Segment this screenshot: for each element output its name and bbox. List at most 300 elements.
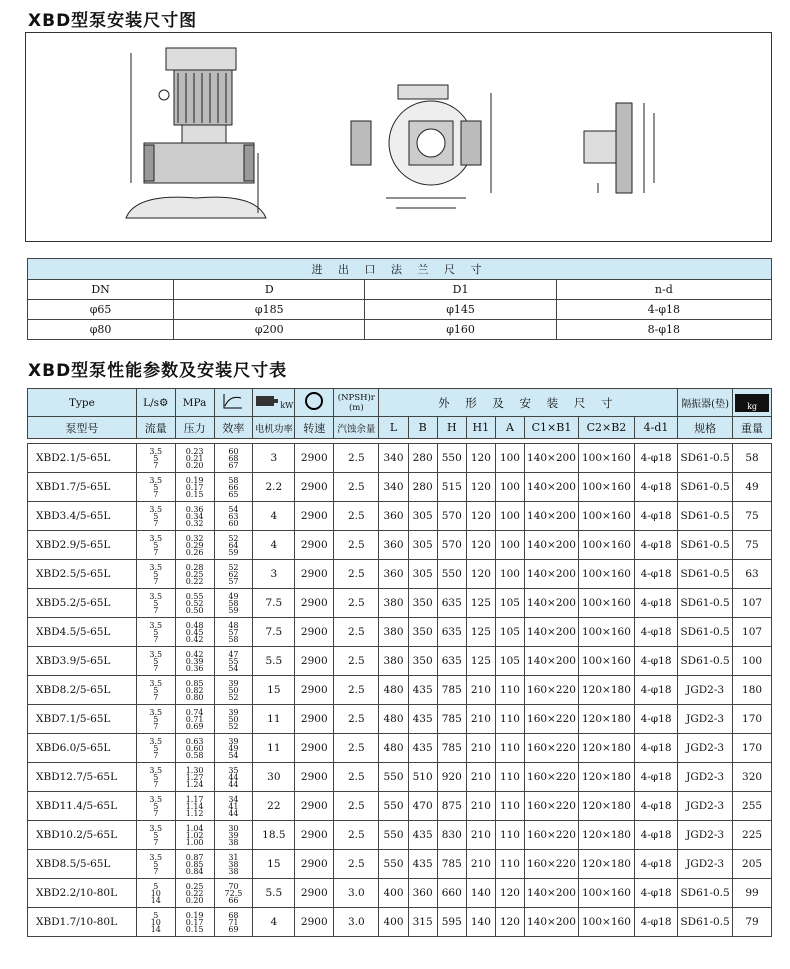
cell-wt: 75	[733, 502, 772, 531]
cell-H1: 210	[466, 850, 495, 879]
cell-c2: 100×160	[578, 531, 634, 560]
cell-flow	[136, 734, 175, 763]
cell-c1: 140×200	[525, 589, 579, 618]
cell-wt: 170	[733, 734, 772, 763]
cell-A: 110	[495, 734, 524, 763]
cell-ef	[214, 705, 253, 734]
cell-pr-value: 0.48	[185, 620, 204, 630]
cell-ef-value: 50	[228, 714, 239, 724]
cell-L: 480	[379, 705, 408, 734]
cell-H1: 210	[466, 792, 495, 821]
cell-rpm: 2900	[295, 792, 334, 821]
cell-flow-value: 7	[153, 837, 159, 847]
npsh-header: (NPSH)r (m)	[334, 389, 379, 417]
cell-L: 480	[379, 734, 408, 763]
cell-flow-value: 7	[153, 460, 159, 470]
cell-H1: 140	[466, 908, 495, 937]
performance-title: XBD型泵性能参数及安装尺寸表	[28, 361, 288, 381]
cell-ef-value: 68	[228, 453, 239, 463]
cell-A: 110	[495, 763, 524, 792]
cell-flow-value: 7	[153, 663, 159, 673]
cell-npsh: 2.5	[334, 444, 379, 473]
cell-ef-value: 47	[228, 649, 239, 659]
flange-header-nd: n-d	[556, 280, 771, 300]
cell-H: 785	[437, 850, 466, 879]
cell-iso: SD61-0.5	[678, 444, 733, 473]
table-row	[28, 647, 772, 676]
cell-iso: JGD2-3	[678, 705, 733, 734]
cell-pr	[175, 734, 214, 763]
cell-pr	[175, 502, 214, 531]
cell-rpm: 2900	[295, 589, 334, 618]
cell-pr-value: 0.74	[185, 707, 204, 717]
cell-ef	[214, 792, 253, 821]
cell-ef-value: 69	[228, 924, 239, 934]
cell-pr-value: 1.12	[185, 808, 204, 818]
flange-cell: φ200	[174, 320, 365, 340]
cell-H1: 140	[466, 879, 495, 908]
cell-flow	[136, 676, 175, 705]
cell-L: 380	[379, 589, 408, 618]
cell-ef-value: 49	[228, 743, 239, 753]
cell-H: 660	[437, 879, 466, 908]
cell-ef-value: 58	[228, 634, 239, 644]
cell-kw: 11	[253, 705, 295, 734]
cell-flow-value: 7	[153, 779, 159, 789]
cell-flow-value: 5	[153, 627, 159, 637]
cell-npsh: 2.5	[334, 734, 379, 763]
cell-c2: 120×180	[578, 763, 634, 792]
cell-kw: 3	[253, 444, 295, 473]
cell-d1: 4-φ18	[634, 705, 677, 734]
flange-cell: 8-φ18	[556, 320, 771, 340]
cell-c1: 140×200	[525, 560, 579, 589]
cell-H1: 125	[466, 618, 495, 647]
cell-npsh: 2.5	[334, 705, 379, 734]
cell-wt: 225	[733, 821, 772, 850]
cell-kw: 4	[253, 502, 295, 531]
cell-flow-value: 5	[153, 685, 159, 695]
cell-iso: SD61-0.5	[678, 531, 733, 560]
cell-flow-value: 3.5	[149, 823, 163, 833]
cell-flow-value: 7	[153, 518, 159, 528]
cell-pr	[175, 821, 214, 850]
cell-model: XBD1.7/5-65L	[28, 473, 137, 502]
cell-npsh: 2.5	[334, 850, 379, 879]
col-h: H	[437, 417, 466, 439]
cell-flow	[136, 560, 175, 589]
cell-H: 635	[437, 589, 466, 618]
cell-ef-value: 39	[228, 830, 239, 840]
cell-model: XBD1.7/10-80L	[28, 908, 137, 937]
cell-ef-value: 72.5	[224, 888, 243, 898]
cell-pr	[175, 705, 214, 734]
cell-flow-value: 7	[153, 692, 159, 702]
cell-rpm: 2900	[295, 618, 334, 647]
cell-d1: 4-φ18	[634, 444, 677, 473]
cell-pr-value: 0.69	[185, 721, 204, 731]
cell-wt: 205	[733, 850, 772, 879]
cell-A: 120	[495, 908, 524, 937]
cell-H1: 125	[466, 647, 495, 676]
cell-B: 305	[408, 531, 437, 560]
col-a: A	[495, 417, 524, 439]
cell-wt: 170	[733, 705, 772, 734]
cell-L: 360	[379, 560, 408, 589]
col-power: 电机功率	[253, 417, 295, 439]
cell-ef-value: 59	[228, 547, 239, 557]
cell-flow-value: 3.5	[149, 678, 163, 688]
motor-icon	[254, 394, 280, 408]
cell-pr-value: 0.34	[185, 511, 204, 521]
cell-H: 635	[437, 618, 466, 647]
cell-B: 280	[408, 473, 437, 502]
cell-model: XBD5.2/5-65L	[28, 589, 137, 618]
cell-flow	[136, 502, 175, 531]
cell-d1: 4-φ18	[634, 792, 677, 821]
cell-ef-value: 39	[228, 678, 239, 688]
table-row	[28, 792, 772, 821]
cell-npsh: 2.5	[334, 589, 379, 618]
flange-header-d1: D1	[365, 280, 556, 300]
cell-rpm: 2900	[295, 502, 334, 531]
cell-flow	[136, 792, 175, 821]
cell-L: 550	[379, 792, 408, 821]
cell-flow-value: 3.5	[149, 765, 163, 775]
cell-B: 435	[408, 676, 437, 705]
cell-d1: 4-φ18	[634, 676, 677, 705]
cell-A: 105	[495, 618, 524, 647]
cell-pr-value: 0.63	[185, 736, 204, 746]
cell-pr	[175, 618, 214, 647]
cell-c2: 100×160	[578, 589, 634, 618]
cell-ef-value: 31	[228, 852, 239, 862]
cell-iso: JGD2-3	[678, 850, 733, 879]
cell-ef-value: 44	[228, 772, 239, 782]
cell-ef	[214, 763, 253, 792]
cell-d1: 4-φ18	[634, 821, 677, 850]
cell-wt: 100	[733, 647, 772, 676]
cell-model: XBD10.2/5-65L	[28, 821, 137, 850]
cell-c1: 140×200	[525, 879, 579, 908]
cell-iso: JGD2-3	[678, 763, 733, 792]
install-dimensions-header: 外 形 及 安 装 尺 寸	[379, 389, 678, 417]
cell-model: XBD7.1/5-65L	[28, 705, 137, 734]
flange-table	[27, 258, 772, 340]
cell-B: 305	[408, 560, 437, 589]
cell-c2: 120×180	[578, 705, 634, 734]
cell-iso: JGD2-3	[678, 676, 733, 705]
cell-pr-value: 0.82	[185, 685, 204, 695]
cell-d1: 4-φ18	[634, 473, 677, 502]
cell-pr-value: 0.17	[185, 917, 204, 927]
cell-ef-value: 44	[228, 779, 239, 789]
cell-c2: 100×160	[578, 647, 634, 676]
cell-flow-value: 3.5	[149, 649, 163, 659]
cell-pr-value: 0.19	[185, 910, 204, 920]
cell-ef-value: 64	[228, 540, 239, 550]
cell-c2: 100×160	[578, 618, 634, 647]
cell-wt: 320	[733, 763, 772, 792]
cell-model: XBD2.1/5-65L	[28, 444, 137, 473]
flange-header-dn: DN	[28, 280, 174, 300]
cell-H: 785	[437, 676, 466, 705]
cell-wt: 49	[733, 473, 772, 502]
cell-d1: 4-φ18	[634, 850, 677, 879]
cell-rpm: 2900	[295, 908, 334, 937]
cell-iso: SD61-0.5	[678, 647, 733, 676]
cell-flow-value: 10	[150, 917, 161, 927]
cell-npsh: 2.5	[334, 473, 379, 502]
cell-ef-value: 44	[228, 808, 239, 818]
cell-flow-value: 5	[153, 569, 159, 579]
cell-flow-value: 5	[153, 540, 159, 550]
efficiency-icon	[214, 389, 253, 417]
cell-iso: JGD2-3	[678, 734, 733, 763]
cell-B: 435	[408, 850, 437, 879]
cell-ef	[214, 821, 253, 850]
cell-H1: 120	[466, 444, 495, 473]
cell-d1: 4-φ18	[634, 879, 677, 908]
cell-flow-value: 3.5	[149, 533, 163, 543]
isolator-header: 隔振器(垫)	[678, 389, 733, 417]
cell-kw: 22	[253, 792, 295, 821]
cell-pr-value: 0.42	[185, 649, 204, 659]
cell-flow-value: 5	[153, 910, 159, 920]
cell-kw: 7.5	[253, 589, 295, 618]
cell-pr-value: 0.71	[185, 714, 204, 724]
cell-rpm: 2900	[295, 705, 334, 734]
installation-drawing	[25, 32, 772, 242]
cell-npsh: 2.5	[334, 763, 379, 792]
cell-model: XBD2.5/5-65L	[28, 560, 137, 589]
cell-c1: 160×220	[525, 763, 579, 792]
cell-ef-value: 58	[228, 598, 239, 608]
cell-pr-value: 0.85	[185, 859, 204, 869]
cell-flow	[136, 821, 175, 850]
cell-flow-value: 5	[153, 453, 159, 463]
cell-L: 400	[379, 879, 408, 908]
cell-ef-value: 55	[228, 656, 239, 666]
cell-flow-value: 5	[153, 772, 159, 782]
cell-pr-value: 1.30	[185, 765, 204, 775]
cell-A: 100	[495, 473, 524, 502]
flow-unit: L/s	[143, 396, 160, 409]
cell-A: 110	[495, 676, 524, 705]
cell-A: 100	[495, 560, 524, 589]
cell-model: XBD12.7/5-65L	[28, 763, 137, 792]
pump-front-view	[126, 48, 266, 218]
cell-pr-value: 0.55	[185, 591, 204, 601]
cell-flow-value: 3.5	[149, 736, 163, 746]
cell-L: 480	[379, 676, 408, 705]
cell-B: 280	[408, 444, 437, 473]
cell-pr	[175, 444, 214, 473]
col-h1: H1	[466, 417, 495, 439]
cell-pr-value: 0.52	[185, 598, 204, 608]
cell-H1: 125	[466, 589, 495, 618]
cell-flow-value: 3.5	[149, 794, 163, 804]
cell-B: 470	[408, 792, 437, 821]
cell-flow-value: 7	[153, 576, 159, 586]
cell-wt: 180	[733, 676, 772, 705]
cell-H1: 210	[466, 676, 495, 705]
cell-flow-value: 7	[153, 866, 159, 876]
cell-H: 785	[437, 705, 466, 734]
flow-unit-header	[136, 389, 175, 417]
cell-flow-value: 5	[153, 598, 159, 608]
table-row	[28, 850, 772, 879]
cell-kw: 5.5	[253, 879, 295, 908]
col-b: B	[408, 417, 437, 439]
cell-kw: 2.2	[253, 473, 295, 502]
cell-pr-value: 0.20	[185, 895, 204, 905]
cell-pr-value: 0.36	[185, 504, 204, 514]
cell-iso: SD61-0.5	[678, 589, 733, 618]
cell-flow	[136, 618, 175, 647]
cell-kw: 11	[253, 734, 295, 763]
table-row	[28, 502, 772, 531]
page-title: XBD型泵安装尺寸图	[28, 11, 198, 31]
motor-icon-header	[253, 389, 295, 417]
col-c2b2: C2×B2	[578, 417, 634, 439]
flange-caption: 进 出 口 法 兰 尺 寸	[28, 259, 772, 280]
cell-B: 510	[408, 763, 437, 792]
cell-model: XBD8.2/5-65L	[28, 676, 137, 705]
cell-pr-value: 1.00	[185, 837, 204, 847]
col-flow: 流量	[136, 417, 175, 439]
cell-B: 305	[408, 502, 437, 531]
cell-ef-value: 67	[228, 460, 239, 470]
cell-c2: 100×160	[578, 444, 634, 473]
table-row	[28, 908, 772, 937]
cell-pr-value: 0.23	[185, 446, 204, 456]
cell-ef	[214, 647, 253, 676]
cell-flow-value: 5	[153, 714, 159, 724]
cell-pr-value: 0.32	[185, 518, 204, 528]
col-4d1: 4-d1	[634, 417, 677, 439]
cell-flow-value: 5	[153, 859, 159, 869]
cell-c1: 140×200	[525, 531, 579, 560]
cell-H: 920	[437, 763, 466, 792]
cell-flow-value: 5	[153, 511, 159, 521]
cell-ef-value: 62	[228, 569, 239, 579]
cell-ef-value: 41	[228, 801, 239, 811]
cell-flow-value: 7	[153, 489, 159, 499]
cell-ef-value: 39	[228, 736, 239, 746]
cell-npsh: 3.0	[334, 879, 379, 908]
cell-rpm: 2900	[295, 763, 334, 792]
cell-c2: 120×180	[578, 676, 634, 705]
table-row	[28, 618, 772, 647]
cell-H: 595	[437, 908, 466, 937]
cell-model: XBD2.9/5-65L	[28, 531, 137, 560]
cell-flow	[136, 850, 175, 879]
cell-ef-value: 71	[228, 917, 239, 927]
cell-c1: 140×200	[525, 502, 579, 531]
cell-c1: 140×200	[525, 908, 579, 937]
cell-ef-value: 48	[228, 620, 239, 630]
pump-drawings	[26, 33, 771, 241]
cell-ef-value: 34	[228, 794, 239, 804]
cell-c2: 100×160	[578, 560, 634, 589]
cell-ef	[214, 850, 253, 879]
cell-pr-value: 0.25	[185, 569, 204, 579]
cell-rpm: 2900	[295, 531, 334, 560]
cell-flow-value: 5	[153, 801, 159, 811]
cell-flow-value: 7	[153, 750, 159, 760]
cell-pr-value: 1.27	[185, 772, 204, 782]
cell-flow	[136, 589, 175, 618]
cell-model: XBD2.2/10-80L	[28, 879, 137, 908]
col-npsh: 汽蚀余量	[334, 417, 379, 439]
cell-flow-value: 3.5	[149, 591, 163, 601]
flange-cell: φ65	[28, 300, 174, 320]
cell-rpm: 2900	[295, 734, 334, 763]
cell-npsh: 2.5	[334, 560, 379, 589]
col-l: L	[379, 417, 408, 439]
cell-iso: JGD2-3	[678, 821, 733, 850]
cell-H1: 210	[466, 763, 495, 792]
cell-c1: 140×200	[525, 618, 579, 647]
cell-pr	[175, 676, 214, 705]
cell-pr	[175, 879, 214, 908]
cell-flow	[136, 763, 175, 792]
flange-cell: φ80	[28, 320, 174, 340]
cell-wt: 79	[733, 908, 772, 937]
cell-B: 435	[408, 705, 437, 734]
cell-B: 435	[408, 734, 437, 763]
cell-L: 550	[379, 763, 408, 792]
cell-ef-value: 35	[228, 765, 239, 775]
cell-pr-value: 0.39	[185, 656, 204, 666]
cell-H1: 120	[466, 531, 495, 560]
cell-H1: 210	[466, 734, 495, 763]
cell-npsh: 2.5	[334, 676, 379, 705]
cell-flow-value: 7	[153, 634, 159, 644]
cell-c2: 120×180	[578, 734, 634, 763]
cell-pr-value: 0.42	[185, 634, 204, 644]
cell-model: XBD3.9/5-65L	[28, 647, 137, 676]
cell-c1: 140×200	[525, 444, 579, 473]
cell-H: 785	[437, 734, 466, 763]
cell-pr-value: 0.85	[185, 678, 204, 688]
cell-pr-value: 0.20	[185, 460, 204, 470]
cell-pr-value: 0.26	[185, 547, 204, 557]
cell-pr	[175, 647, 214, 676]
cell-pr-value: 1.14	[185, 801, 204, 811]
cell-flow-value: 5	[153, 830, 159, 840]
cell-A: 105	[495, 647, 524, 676]
cell-H: 635	[437, 647, 466, 676]
cell-c1: 160×220	[525, 734, 579, 763]
cell-A: 110	[495, 792, 524, 821]
cell-model: XBD6.0/5-65L	[28, 734, 137, 763]
cell-d1: 4-φ18	[634, 502, 677, 531]
cell-ef	[214, 908, 253, 937]
cell-ef-value: 54	[228, 504, 239, 514]
cell-flow-value: 10	[150, 888, 161, 898]
cell-flow-value: 5	[153, 881, 159, 891]
cell-ef-value: 66	[228, 482, 239, 492]
cell-H: 550	[437, 444, 466, 473]
cell-rpm: 2900	[295, 473, 334, 502]
cell-ef-value: 60	[228, 518, 239, 528]
cell-d1: 4-φ18	[634, 908, 677, 937]
performance-table	[27, 388, 772, 937]
cell-flow-value: 3.5	[149, 620, 163, 630]
cell-c2: 120×180	[578, 850, 634, 879]
